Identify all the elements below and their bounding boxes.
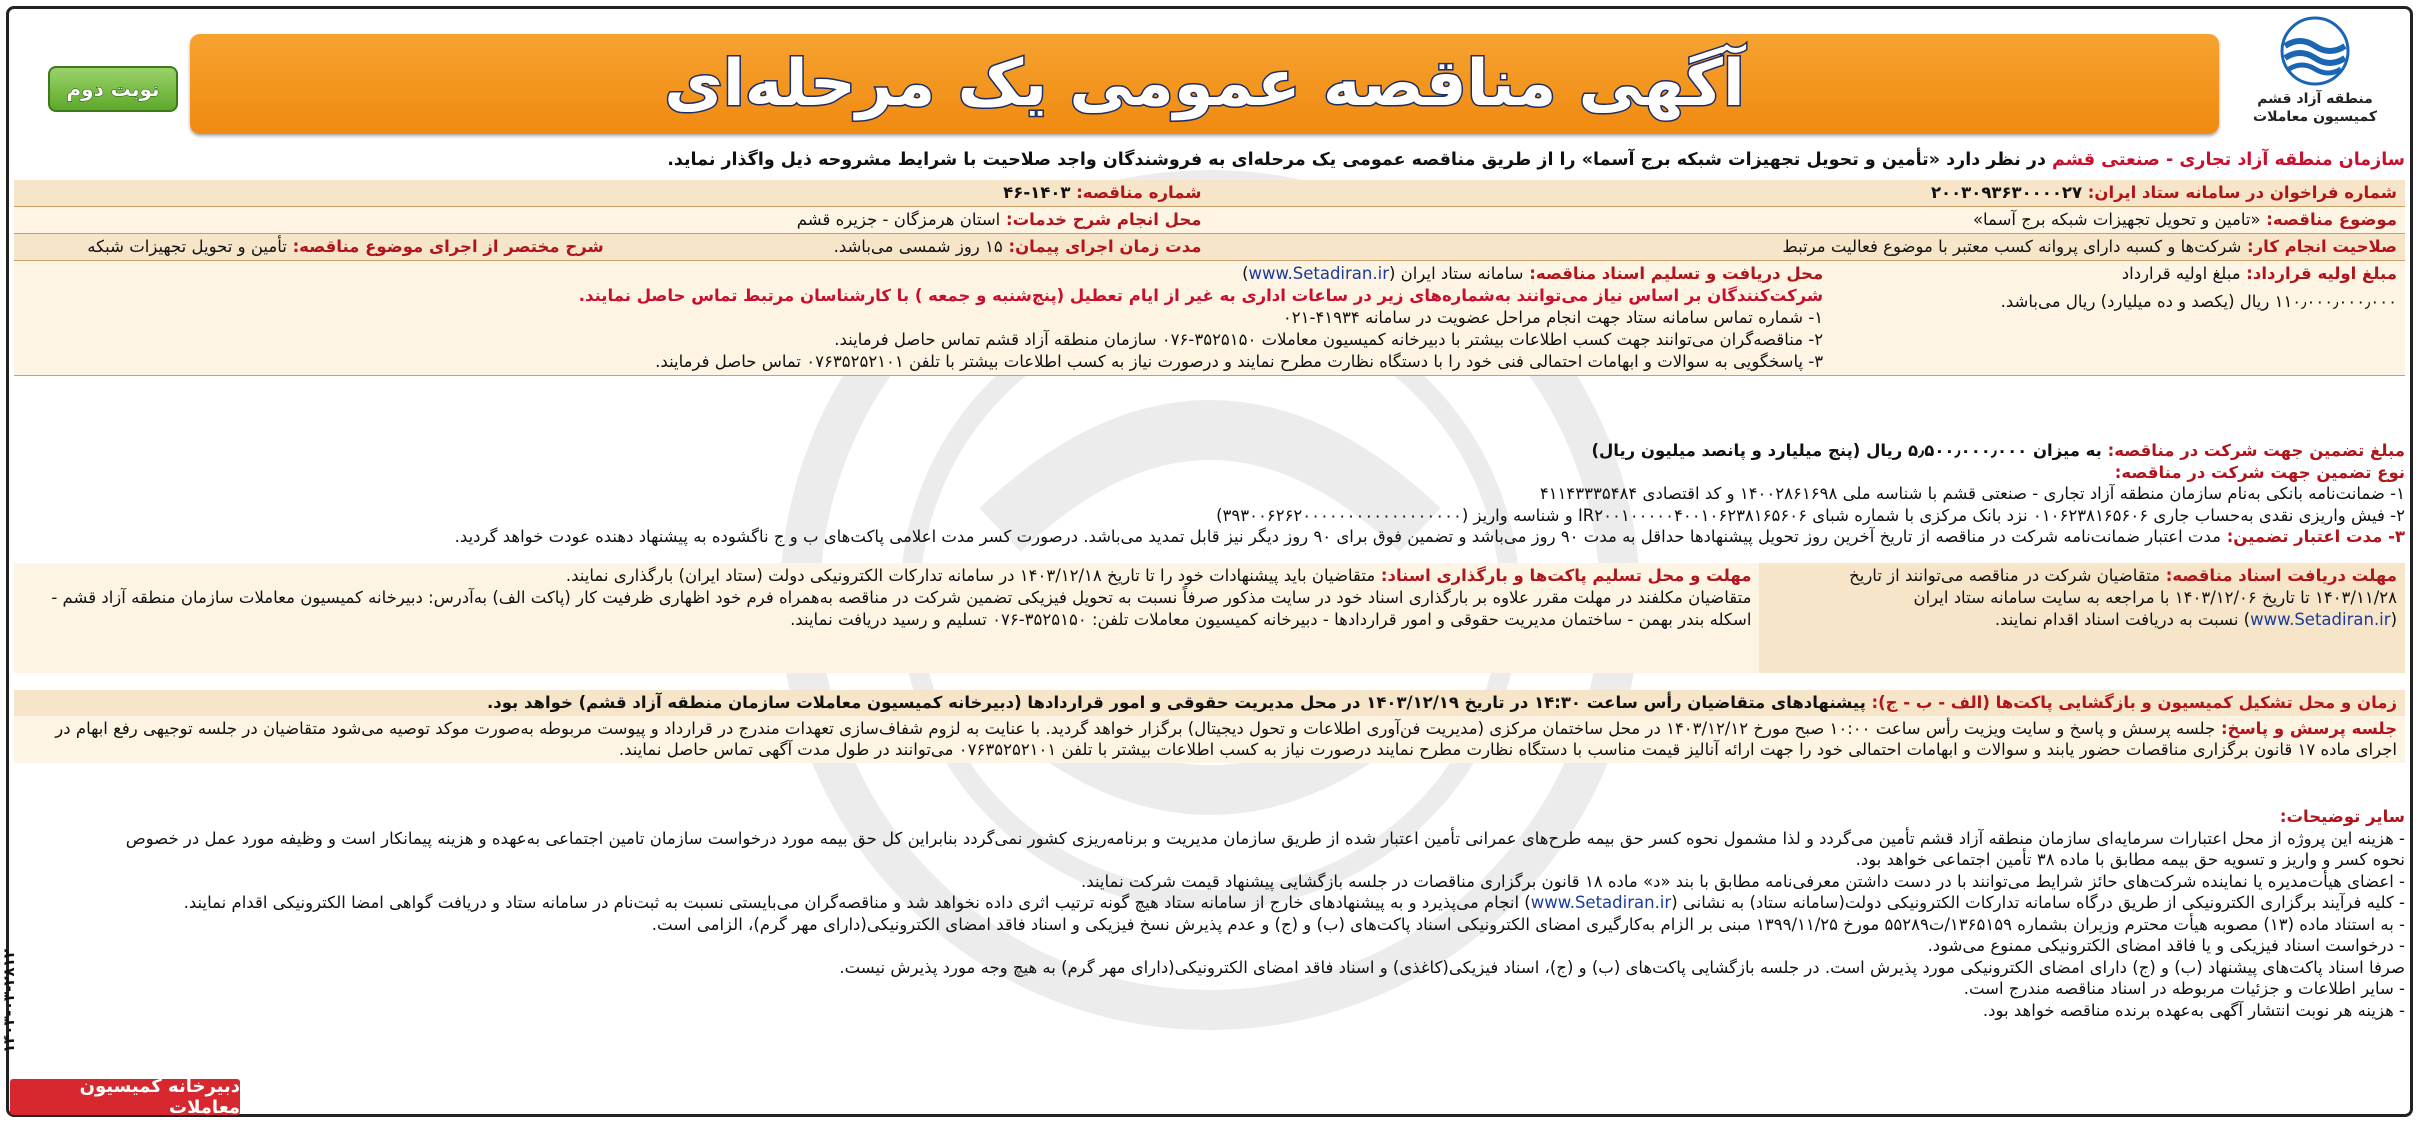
note-1: - هزینه این پروژه از محل اعتبارات سرمایه‌ای سازمان منطقه آزاد قشم تأمین می‌گردد و لذا مشمول نحوه کسر حق بیمه طرح‌های عمرانی تأمین اعتبار شده از طریق سازمان مدیریت و برنامه‌ریزی کشور نمی‌گردد بنابراین کل حق بیمه مورد درخواست سازمان تامین اجتماعی به‌عهده و هزینه پیمانکار است و وظیفه مورد عمل در خصوص نحوه کسر و واریز و تسویه حق بیمه مطابق با ماده ۳۸ تأمین اجتماعی خواهد بود.	[125, 828, 2405, 869]
place-value: استان هرمزگان - جزیره قشم	[796, 210, 1001, 229]
docs-cell	[14, 261, 1831, 375]
subject-label: موضوع مناقصه:	[2260, 210, 2397, 229]
brief-value: تأمین و تحویل تجهیزات شبکه	[87, 237, 287, 256]
qa-value: جلسه پرسش و پاسخ و سایت ویزیت رأس ساعت ۱۰:۰۰ صبح مورخ ۱۴۰۳/۱۲/۱۲ در محل ساختمان مرکزی (مدیریت فن‌آوری اطلاعات و تحول دیجیتال) برگزار خواهد گردید. با عنایت به لزوم شفاف‌سازی تعهدات مندرج در قرارداد و پیوست مربوطه به‌صورت موکد توصیه می‌شود متقاضیان در جلسه توجیهی رفع ابهام در اجرای ماده ۱۷ قانون برگزاری مناقصات حضور یابند و سوالات و ابهامات احتمالی خود را جهت ارائه آنالیز قیمت مناسب با دستگاه نظارت مطرح نمایند درصورت نیاز به کسب اطلاعات بیشتر با تلفن ۰۷۶۳۵۲۵۲۱۰۱ می‌توانند در طول مدت آگهی تماس حاصل نمایند.	[55, 718, 2397, 759]
tender-no-label: شماره مناقصه:	[1070, 183, 1202, 202]
note-8: - هزینه هر نوبت انتشار آگهی به‌عهده برنده مناقصه خواهد بود.	[1982, 1000, 2405, 1020]
budget-cell	[1831, 261, 2405, 375]
submit-label: مهلت و محل تسلیم پاکت‌ها و بارگذاری اسناد:	[1375, 566, 1752, 585]
duration-value: ۱۵ روز شمسی می‌باشد.	[833, 237, 1003, 256]
guarantee-amount-label: مبلغ تضمین جهت شرکت در مناقصه:	[2101, 441, 2405, 460]
get-docs-end: ) نسبت به دریافت اسناد اقدام نمایند.	[1994, 610, 2251, 629]
submit-cell	[14, 563, 1759, 673]
opening-section	[14, 690, 2405, 763]
qual-cell	[1210, 234, 2406, 260]
qa-label: جلسه پرسش و پاسخ:	[2215, 718, 2397, 738]
note-4: - به استناد ماده (۱۳) مصوبه هیأت محترم وزیران بشماره ۱۳۶۵۱۵۹/ت۵۵۲۸۹ مورخ ۱۳۹۹/۱۱/۲۵ مبنی بر الزام به‌کارگیری امضای الکترونیکی اسناد پاکت‌های (ب) و (ج) و عدم پذیرش نسخ فیزیکی و اسناد فاقد امضای الکترونیکی(دارای مهر گرم)، الزامی است.	[651, 914, 2405, 934]
submit-value-2: متقاضیان مکلفند در مهلت مقرر علاوه بر بارگذاری اسناد خود در سایت مذکور صرفاً نسبت به تحویل فیزیکی تضمین شرکت در مناقصه به‌همراه فرم خود اظهاری ظرفیت کار (پاکت الف) به‌آدرس: دبیرخانه کمیسیون معاملات سازمان منطقه آزاد قشم - اسکله بندر بهمن - ساختمان مدیریت حقوقی و امور قراردادها - دبیرخانه کمیسیون معاملات تلفن: ۳۵۲۵۱۵۰-۰۷۶ تسلیم و رسید دریافت نمایند.	[51, 588, 1752, 629]
note-7: - سایر اطلاعات و جزئیات مربوطه در اسناد مناقصه مندرج است.	[1963, 979, 2405, 998]
place-label: محل انجام شرح خدمات:	[1000, 210, 1202, 229]
opening-value: پیشنهادهای متقاضیان رأس ساعت ۱۴:۳۰ در تاریخ ۱۴۰۳/۱۲/۱۹ در محل مدیریت حقوقی و امور قراردادها (دبیرخانه کمیسیون معاملات سازمان منطقه آزاد قشم) خواهد بود.	[486, 693, 1866, 712]
info-table	[14, 180, 2405, 376]
get-docs-value: متقاضیان شرکت در مناقصه می‌توانند از تاریخ ۱۴۰۳/۱۱/۲۸ تا تاریخ ۱۴۰۳/۱۲/۰۶ با مراجعه به سایت سامانه ستاد ایران (	[1849, 566, 2397, 629]
get-docs-cell	[1759, 563, 2405, 673]
tender-no-value: ۱۴۰۳-۴۶	[1003, 183, 1071, 202]
docs-place-value: سامانه ستاد ایران (	[1388, 264, 1524, 283]
contact-2: ۲- مناقصه‌گران می‌توانند جهت کسب اطلاعات بیشتر با دبیرخانه کمیسیون معاملات ۳۵۲۵۱۵۰-۰۷۶ سازمان منطقه آزاد قشم تماس حاصل فرمایند.	[834, 330, 1824, 349]
secretariat-badge: دبیرخانه کمیسیون معاملات	[10, 1079, 240, 1115]
title-band	[190, 34, 2219, 134]
qual-label: صلاحیت انجام کار:	[2241, 237, 2397, 256]
docs-place-end: )	[1242, 264, 1249, 283]
budget-value: مبلغ اولیه قرارداد	[2121, 264, 2241, 283]
note-3b: ) انجام می‌پذیرد و به پیشنهادهای خارج از سامانه ستاد هیچ گونه ترتیب اثری داده نخواهد شد و مناقصه‌گران می‌بایستی نسبت به ثبت‌نام در سامانه ستاد و دریافت گواهی امضا الکترونیکی اقدام نمایند.	[183, 893, 1531, 912]
place-cell	[14, 207, 1210, 233]
info-row-2	[14, 207, 2405, 234]
guarantee-item-2: ۲- فیش واریزی نقدی به‌حساب جاری ۰۱۰۶۲۳۸۱۶۵۶۰۶ نزد بانک مرکزی با شماره شبای IR۲۰۰۱۰۰۰۰۰۴۰۰۱۰۶۲۳۸۱۶۵۶۰۶ و شناسه واریز (۳۹۳۰۰۶۲۶۲۰۰۰۰۰۰۰۰۰۰۰۰۰۰۰۰۰۰)	[1216, 505, 2405, 525]
logo-line-1: منطقه آزاد قشم	[2257, 91, 2373, 107]
intro-part2: » را از طریق مناقصه عمومی یک مرحله‌ای به فروشندگان واجد صلاحیت با شرایط مشروحه ذیل واگذار نماید.	[667, 150, 1594, 170]
second-round-badge: نوبت دوم	[48, 66, 178, 112]
note-6: صرفا اسناد پاکت‌های پیشنهاد (ب) و (ج) دارای امضای الکترونیکی مورد پذیرش است. در جلسه بازگشایی پاکت‌های (ب) و (ج)، اسناد فیزیکی(کاغذی) و اسناد فاقد امضای الکترونیکی(دارای مهر گرم) به هیچ وجه مورد پذیرش نیست.	[839, 957, 2405, 977]
waves-logo-icon	[2255, 16, 2375, 86]
subject-cell	[1210, 207, 2406, 233]
info-row-3	[14, 234, 2405, 261]
duration-cell	[612, 234, 1210, 260]
budget-label: مبلغ اولیه قرارداد:	[2240, 264, 2397, 283]
opening-label: زمان و محل تشکیل کمیسیون و بازگشایی پاکت‌ها (الف - ب - ج):	[1865, 693, 2397, 712]
setadiran-link-3[interactable]: www.Setadiran.ir	[1530, 893, 1672, 912]
setadiran-link-2[interactable]: www.Setadiran.ir	[2250, 610, 2391, 629]
guarantee-amount-value: به میزان ۵٫۵۰۰٫۰۰۰٫۰۰۰ ریال (پنج میلیارد و پانصد میلیون ریال)	[1591, 441, 2102, 460]
guarantee-item-1: ۱- ضمانت‌نامه بانکی به‌نام سازمان منطقه آزاد تجاری - صنعتی قشم با شناسه ملی ۱۴۰۰۲۸۶۱۶۹۸ و کد اقتصادی ۴۱۱۴۳۳۳۵۴۸۴	[1539, 484, 2405, 503]
info-row-1	[14, 180, 2405, 207]
org-logo	[2235, 16, 2395, 144]
intro-subject: تأمین و تحویل تجهیزات شبکه برج آسما	[1593, 150, 1929, 170]
intro-paragraph	[14, 148, 2405, 172]
get-docs-label: مهلت دریافت اسناد مناقصه:	[2159, 566, 2397, 585]
guarantee-item-3-value: مدت اعتبار ضمانت‌نامه شرکت در مناقصه از تاریخ آخرین روز تحویل پیشنهادها حداقل به مدت ۹۰ روز می‌باشد و تضمین فوق برای ۹۰ روز دیگر نیز قابل تمدید می‌باشد. درصورت کسر مدت اعلامی پاکت‌های ب و ج ناگشوده به پیشنهاد دهنده عودت خواهد گردید.	[454, 527, 2221, 546]
brief-label: شرح مختصر از اجرای موضوع مناقصه:	[286, 237, 604, 256]
deadlines-table	[14, 563, 2405, 673]
contact-3: ۳- پاسخگویی به سوالات و ابهامات احتمالی فنی خود را با دستگاه نظارت مطرح نمایند و درصورت نیاز به کسب اطلاعات بیشتر با تلفن ۰۷۶۳۵۲۵۲۱۰۱ تماس حاصل فرمایند.	[655, 352, 1824, 371]
guarantee-type-label: نوع تضمین جهت شرکت در مناقصه:	[2114, 462, 2405, 482]
contact-note: شرکت‌کنندگان بر اساس نیاز می‌توانند به‌شماره‌های زیر در ساعات اداری به غیر از ایام تعطیل (پنج‌شنبه و جمعه ) با کارشناسان مرتبط تماس حاصل نمایند.	[578, 286, 1824, 305]
contact-1: ۱- شماره تماس سامانه ستاد جهت انجام مراحل عضویت در سامانه ۴۱۹۳۴-۰۲۱	[1282, 308, 1824, 327]
call-no-cell	[1210, 180, 2406, 206]
note-5: - درخواست اسناد فیزیکی و یا فاقد امضای الکترونیکی ممنوع می‌شود.	[1927, 936, 2405, 955]
docs-place-label: محل دریافت و تسلیم اسناد مناقصه:	[1523, 264, 1824, 283]
intro-org: سازمان منطقه آزاد تجاری - صنعتی قشم	[2052, 150, 2405, 170]
guarantee-item-3-label: ۳- مدت اعتبار تضمین:	[2220, 527, 2405, 546]
deadlines-row	[14, 563, 2405, 673]
setadiran-link[interactable]: www.Setadiran.ir	[1248, 264, 1389, 283]
notes-section	[120, 806, 2405, 1021]
note-2: - اعضای هیأت‌مدیره یا نماینده شرکت‌های حائز شرایط می‌توانند با در دست داشتن معرفی‌نامه مطابق با بند «د» ماده ۱۸ قانون برگزاری مناقصات در جلسه بازگشایی پیشنهاد قیمت شرکت نمایند.	[1081, 871, 2405, 891]
intro-part1: در نظر دارد «	[1928, 150, 2053, 170]
logo-line-2: کمیسیون معاملات	[2253, 109, 2377, 125]
side-code: ۱۴۰۳-۰۳-۲۸۱۲	[0, 948, 18, 1053]
notes-label: سایر توضیحات:	[2279, 807, 2405, 826]
call-no-value: ۲۰۰۳۰۹۳۶۳۰۰۰۰۲۷	[1930, 183, 2083, 202]
duration-label: مدت زمان اجرای پیمان:	[1002, 237, 1202, 256]
brief-cell	[14, 234, 612, 260]
notice-header	[10, 10, 2409, 145]
info-row-4	[14, 261, 2405, 376]
budget-amount: ۱۱۰٫۰۰۰٫۰۰۰٫۰۰۰ ریال (یکصد و ده میلیارد) ریال می‌باشد.	[2000, 292, 2397, 311]
guarantee-section	[14, 440, 2405, 548]
call-no-label: شماره فراخوان در سامانه ستاد ایران:	[2082, 183, 2397, 202]
note-3a: - کلیه فرآیند برگزاری الکترونیکی از طریق درگاه سامانه تدارکات الکترونیکی دولت(سامانه ستاد) به نشانی (	[1671, 893, 2405, 912]
notice-title: آگهی مناقصه عمومی یک مرحله‌ای	[664, 47, 1745, 121]
submit-value: متقاضیان باید پیشنهادات خود را تا تاریخ ۱۴۰۳/۱۲/۱۸ در سامانه تدارکات الکترونیکی دولت (ستاد ایران) بارگذاری نمایند.	[565, 566, 1376, 585]
qual-value: شرکت‌ها و کسبه دارای پروانه کسب معتبر با موضوع فعالیت مرتبط	[1782, 237, 2242, 256]
tender-no-cell	[14, 180, 1210, 206]
subject-value: «تامین و تحویل تجهیزات شبکه برج آسما»	[1972, 210, 2261, 229]
